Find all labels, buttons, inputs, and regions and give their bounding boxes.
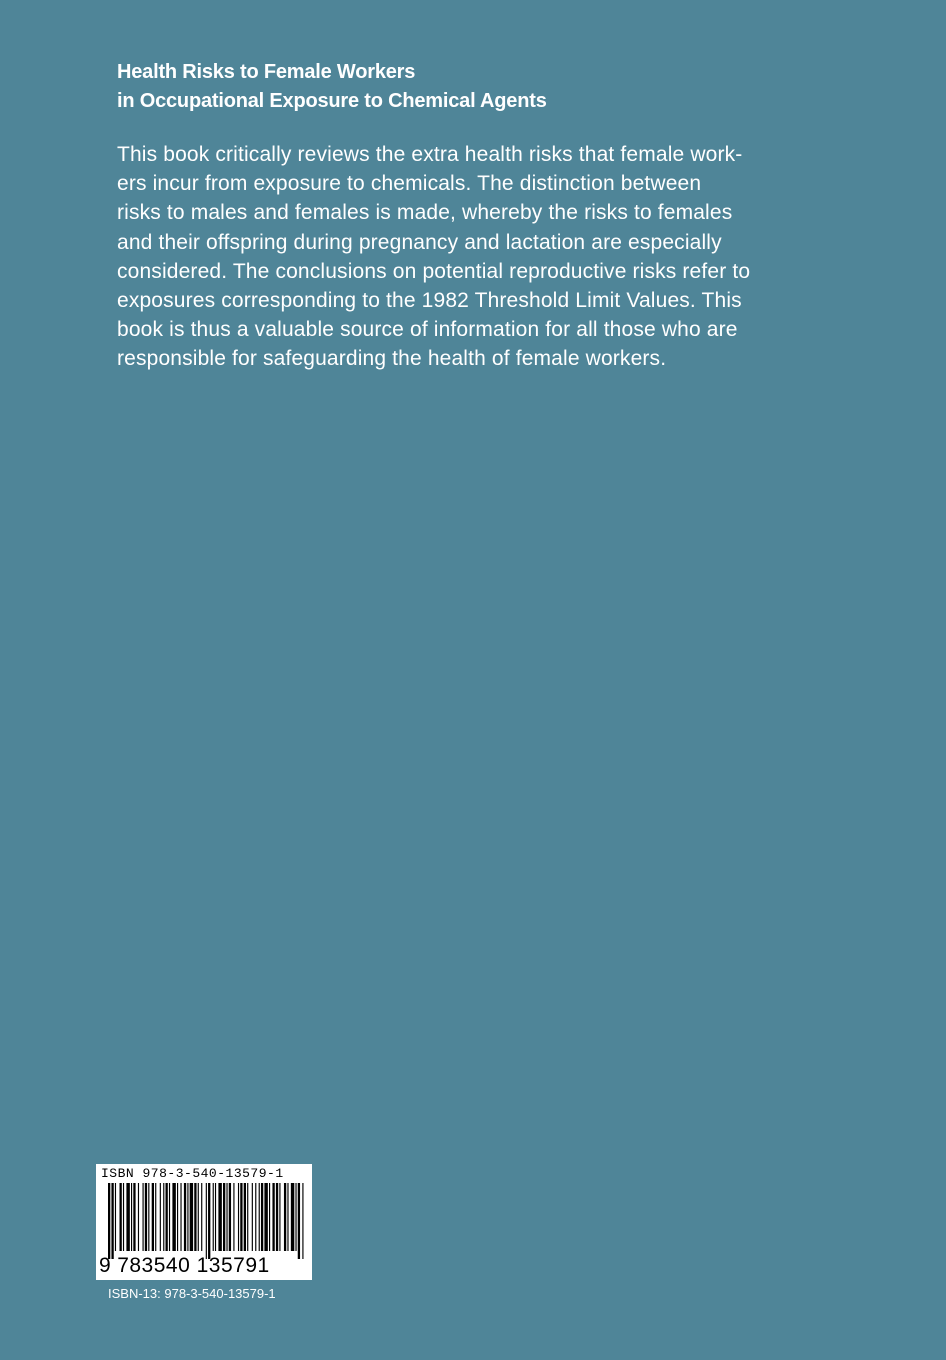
- barcode-bar: [302, 1183, 303, 1259]
- book-title-line-1: Health Risks to Female Workers: [117, 61, 416, 83]
- barcode-bar: [295, 1183, 296, 1251]
- barcode-bar: [145, 1183, 147, 1251]
- barcode-bar: [180, 1183, 181, 1251]
- barcode-graphic: [106, 1183, 306, 1259]
- barcode-bar: [143, 1183, 144, 1251]
- description-line: exposures corresponding to the 1982 Threshold Limit Values. This: [117, 289, 742, 313]
- barcode-bar: [194, 1183, 196, 1251]
- description-line: responsible for safeguarding the health of female workers.: [117, 347, 667, 371]
- barcode-bar: [184, 1183, 186, 1251]
- barcode-bar: [172, 1183, 175, 1251]
- barcode-bar: [233, 1183, 234, 1251]
- description-line: book is thus a valuable source of information for all those who are: [117, 318, 738, 342]
- barcode-bar: [131, 1183, 132, 1251]
- barcode-bar: [152, 1183, 154, 1251]
- barcode-bar: [160, 1183, 161, 1251]
- barcode-bars: [106, 1183, 306, 1259]
- barcode-number: 783540 135791: [117, 1254, 270, 1277]
- description-line: risks to males and females is made, whereby the risks to females: [117, 201, 733, 225]
- barcode-digits: [99, 1254, 270, 1278]
- barcode-bar: [108, 1183, 110, 1259]
- barcode-bar: [259, 1183, 260, 1251]
- barcode-bar: [138, 1183, 139, 1251]
- book-title-line-2: in Occupational Exposure to Chemical Agents: [117, 90, 547, 112]
- barcode-bar: [126, 1183, 129, 1251]
- barcode-bar: [244, 1183, 246, 1251]
- barcode-bar: [190, 1183, 193, 1251]
- barcode-bar: [213, 1183, 214, 1251]
- book-description: [117, 140, 837, 374]
- barcode-bar: [229, 1183, 231, 1251]
- barcode-bar: [252, 1183, 253, 1251]
- barcode-bar: [269, 1183, 270, 1251]
- barcode-bar: [264, 1183, 267, 1251]
- barcode-bar: [120, 1183, 122, 1251]
- barcode-bar: [261, 1183, 263, 1251]
- barcode-bar: [298, 1183, 300, 1259]
- barcode-bar: [169, 1183, 170, 1251]
- barcode-bar: [155, 1183, 156, 1251]
- barcode-bar: [111, 1183, 113, 1259]
- barcode-bar: [238, 1183, 239, 1251]
- barcode-bar: [272, 1183, 274, 1251]
- barcode-bar: [291, 1183, 294, 1251]
- barcode-bar: [201, 1183, 202, 1251]
- barcode-bar: [187, 1183, 188, 1251]
- barcode-bar: [163, 1183, 164, 1251]
- barcode-bar: [177, 1183, 178, 1251]
- barcode-bar: [240, 1183, 242, 1251]
- barcode-bar: [287, 1183, 288, 1251]
- description-line: ers incur from exposure to chemicals. The distinction between: [117, 172, 702, 196]
- description-line: considered. The conclusions on potential reproductive risks refer to: [117, 259, 751, 283]
- barcode-bar: [198, 1183, 199, 1251]
- isbn-barcode: [96, 1164, 312, 1280]
- book-title: [117, 58, 817, 116]
- barcode-bar: [148, 1183, 149, 1251]
- barcode-bar: [255, 1183, 256, 1251]
- barcode-bar: [115, 1183, 116, 1251]
- isbn-13-caption: ISBN-13: 978-3-540-13579-1: [108, 1286, 276, 1301]
- barcode-bar: [133, 1183, 135, 1251]
- barcode-bar: [223, 1183, 225, 1251]
- barcode-first-digit: 9: [99, 1254, 112, 1277]
- barcode-bar: [208, 1183, 210, 1259]
- barcode-bar: [279, 1183, 280, 1251]
- barcode-bar: [166, 1183, 168, 1251]
- description-line: This book critically reviews the extra health risks that female work-: [117, 143, 743, 166]
- barcode-bar: [206, 1183, 207, 1259]
- barcode-bar: [247, 1183, 248, 1251]
- barcode-bar: [123, 1183, 124, 1251]
- barcode-bar: [276, 1183, 278, 1251]
- barcode-bar: [226, 1183, 227, 1251]
- description-line: and their offspring during pregnancy and lactation are especially: [117, 230, 722, 254]
- barcode-isbn-label: ISBN 978-3-540-13579-1: [101, 1166, 284, 1181]
- barcode-bar: [218, 1183, 221, 1251]
- barcode-bar: [215, 1183, 216, 1251]
- barcode-bar: [284, 1183, 286, 1251]
